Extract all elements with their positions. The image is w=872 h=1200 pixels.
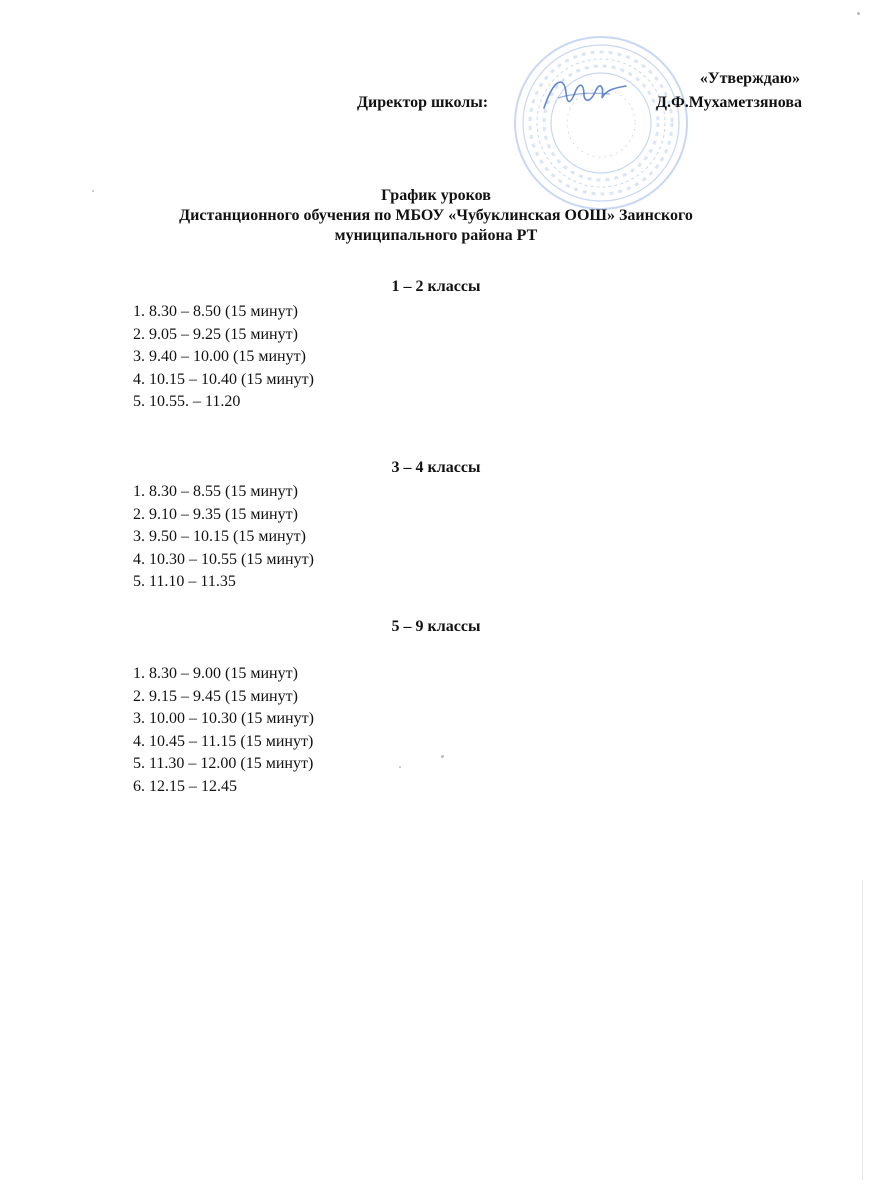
lesson-item: 1. 8.30 – 8.55 (15 минут): [133, 483, 298, 500]
section-heading-grades-1-2: 1 – 2 классы: [391, 278, 481, 295]
scan-speck: [857, 12, 860, 15]
document-title: [0, 186, 872, 246]
lesson-item: 1. 8.30 – 8.50 (15 минут): [133, 303, 298, 320]
lesson-item: 4. 10.15 – 10.40 (15 минут): [133, 370, 314, 388]
lesson-list-grades-3-4: [133, 481, 314, 594]
lesson-item: 2. 9.10 – 9.35 (15 минут): [133, 505, 298, 523]
title-line-2: Дистанционного обучения по МБОУ «Чубуклинская ООШ» Заинского: [179, 207, 693, 224]
section-heading-grades-3-4: 3 – 4 классы: [391, 459, 481, 476]
director-label: Директор школы:: [357, 94, 489, 111]
lesson-item: 2. 9.15 – 9.45 (15 минут): [133, 687, 298, 705]
lesson-item: 5. 11.10 – 11.35: [133, 573, 236, 591]
scan-speck: [399, 766, 401, 768]
lesson-item: 3. 9.50 – 10.15 (15 минут): [133, 528, 306, 546]
lesson-item: 6. 12.15 – 12.45: [133, 777, 237, 795]
title-line-3: муниципального района РТ: [334, 227, 538, 244]
signature-icon: [540, 70, 630, 120]
lesson-item: 2. 9.05 – 9.25 (15 минут): [133, 325, 298, 343]
lesson-item: 3. 10.00 – 10.30 (15 минут): [133, 710, 314, 728]
lesson-item: 5. 11.30 – 12.00 (15 минут): [133, 755, 314, 773]
director-name: Д.Ф.Мухаметзянова: [655, 94, 802, 111]
approval-heading: «Утверждаю»: [699, 70, 800, 87]
scan-speck: [441, 755, 444, 758]
lesson-item: 4. 10.45 – 11.15 (15 минут): [133, 732, 314, 750]
lesson-item: 5. 10.55. – 11.20: [133, 393, 241, 411]
lesson-item: 3. 9.40 – 10.00 (15 минут): [133, 348, 306, 366]
lesson-item: 4. 10.30 – 10.55 (15 минут): [133, 550, 314, 568]
title-line-1: График уроков: [381, 187, 491, 204]
lesson-list-grades-1-2: [133, 301, 314, 414]
lesson-list-grades-5-9: [133, 663, 314, 799]
scan-speck: [92, 190, 94, 192]
lesson-item: 1. 8.30 – 9.00 (15 минут): [133, 665, 298, 682]
scan-edge-line: [862, 880, 863, 1180]
section-heading-grades-5-9: 5 – 9 классы: [391, 618, 481, 635]
